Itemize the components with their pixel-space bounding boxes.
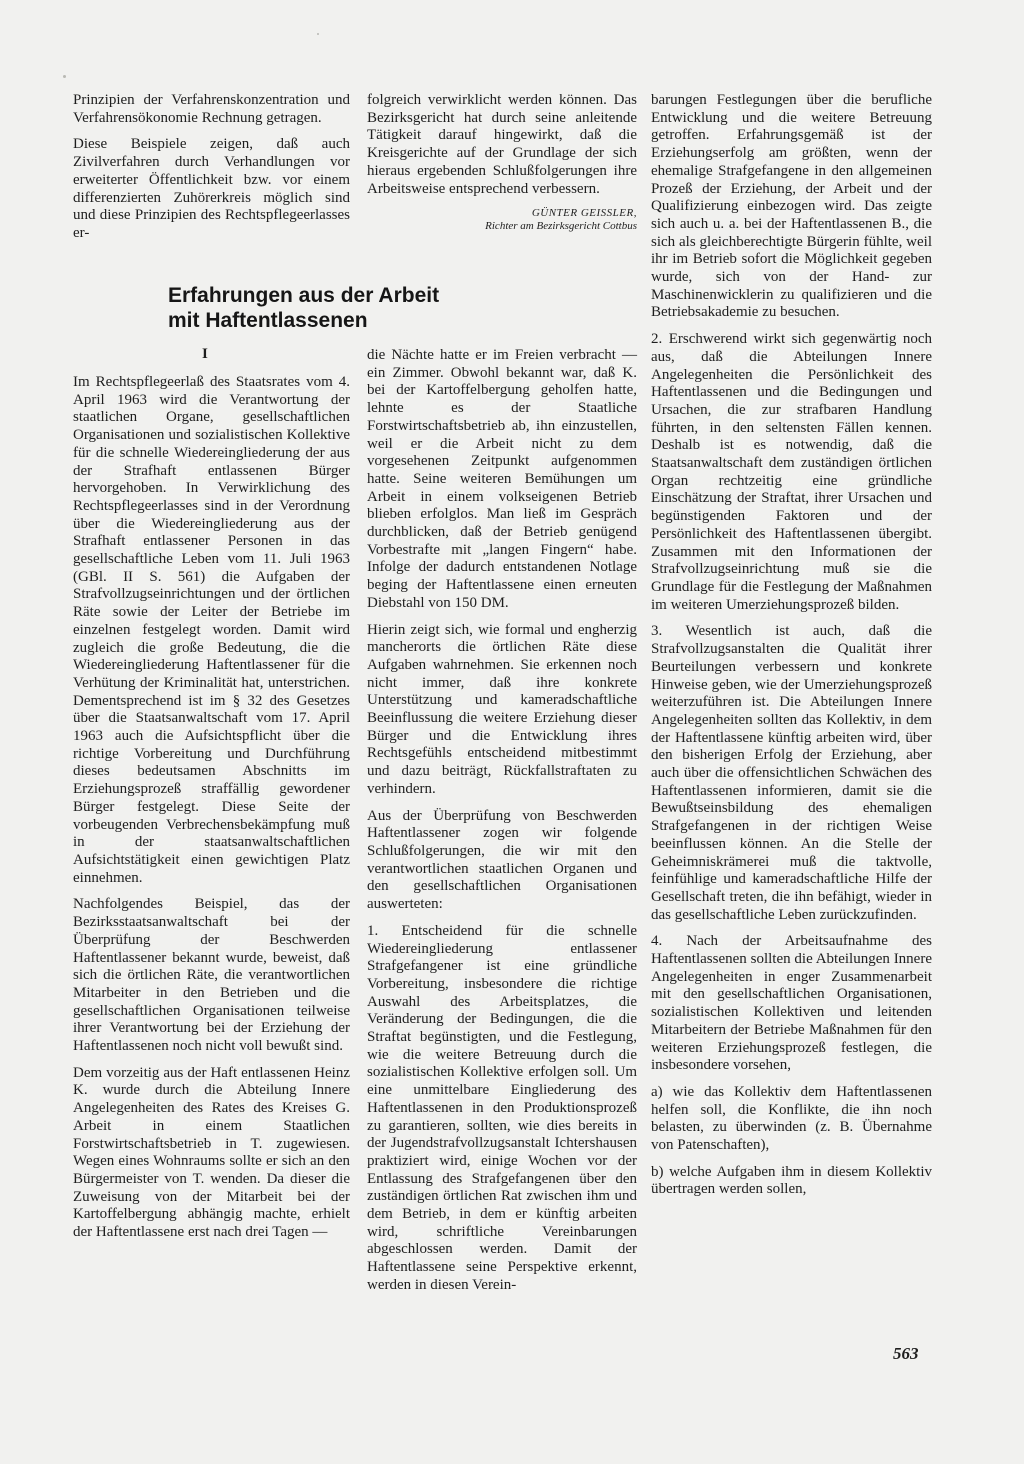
paragraph: b) welche Aufgaben ihm in diesem Kollektiv übertragen werden sollen, <box>651 1163 932 1198</box>
top-column-middle <box>367 92 637 233</box>
paragraph: Dem vorzeitig aus der Haft entlassenen Heinz K. wurde durch die Abteilung Innere Angelegenheiten des Rates des Kreises G. Arbeit in einem Staatlichen Forstwirtschaftsbetrieb in T. zugewiesen. Wegen eines Wohnraums sollte er sich an den Bürgermeister von T. wenden. Da dieser die Zuweisung von der Mitarbeit bei der Kartoffelbergung abhängig machte, erhielt der Haftentlassene erst nach drei Tagen — <box>73 1064 350 1241</box>
paragraph: a) wie das Kollektiv dem Haftentlassenen helfen soll, die Konflikte, die ihn noch belasten, zu überwinden (z. B. Übernahme von Patenschaften), <box>651 1083 932 1154</box>
paragraph: Diese Beispiele zeigen, daß auch Zivilverfahren durch Verhandlungen vor erweiterter Öffentlichkeit bzw. vor einem differenzierten Zuhörerkreis möglich sind und diese Prinzipien des Rechtspflegeerlasses er- <box>73 136 350 241</box>
author-title: Richter am Bezirksgericht Cottbus <box>485 220 637 233</box>
article-column-1 <box>73 374 350 1251</box>
scan-speck <box>317 33 319 35</box>
article-title-line-2: mit Haftentlassenen <box>168 309 368 332</box>
article-title <box>168 283 508 333</box>
author-signature <box>367 207 637 233</box>
paragraph: barungen Festlegungen über die berufliche Entwicklung und die weitere Betreuung getroffen. Erfahrungsgemäß ist der Erziehungserfolg am größten, wenn der ehemalige Strafgefangene in den allgemeinen Prozeß der Erziehung, der Arbeit und der Qualifizierung einbezogen wird. Das zeigte sich auch u. a. bei der Haftentlassenen B., die sich als gleichberechtigte Bürgerin fühlte, weil ihr im Betrieb sofort die Möglichkeit gegeben wurde, sich von der Hand- zur Maschinenwicklerin zu qualifizieren und die Betriebsakademie zu besuchen. <box>651 92 932 321</box>
top-column-left <box>73 92 350 252</box>
page-number: 563 <box>893 1344 919 1363</box>
paragraph: die Nächte hatte er im Freien verbracht — ein Zimmer. Obwohl bekannt war, daß K. bei der Kartoffelbergung geholfen hatte, lehnte es der Staatliche Forstwirtschaftsbetrieb ab, ihn einzustellen, weil er die Arbeit nicht zu dem vorgesehenen Zeitpunkt aufgenommen hatte. Seine weiteren Bemühungen um Arbeit in einem volkseigenen Betrieb blieben erfolglos. Man ließ im Gespräch durchblicken, daß der Betrieb genügend Vorbestrafte mit „langen Fingern“ habe. Infolge der dadurch entstandenen Notlage beging der Haftentlassene einen erneuten Diebstahl von 150 DM. <box>367 347 637 611</box>
paragraph: 1. Entscheidend für die schnelle Wiedereingliederung entlassener Strafgefangener ist eine gründliche Vorbereitung, insbesondere die richtige Auswahl des Arbeitsplatzes, die Veränderung der Bedingungen, die die Straftat begünstigten, und die Festlegung, wie die weitere Betreuung durch die sozialistischen Kollektive erfolgen soll. Um eine unmittelbare Eingliederung des Haftentlassenen in den Produktionsprozeß zu garantieren, sollten, wie dies bereits in der Jugendstrafvollzugsanstalt Ichtershausen praktiziert wird, einige Wochen vor der Entlassung des Strafgefangenen über den zuständigen örtlichen Rat zwischen ihm und dem Betrieb, in dem er künftig arbeiten wird, schriftliche Vereinbarungen abgeschlossen werden. Damit der Haftentlassene seine Perspektive erkennt, werden in diesen Verein- <box>367 922 637 1293</box>
article-column-2 <box>367 347 637 1304</box>
paragraph: Aus der Überprüfung von Beschwerden Haftentlassener zogen wir folgende Schlußfolgerungen, die wir mit den verantwortlichen staatlichen Organen und den gesellschaftlichen Organisationen auswerteten: <box>367 807 637 913</box>
paragraph: Hierin zeigt sich, wie formal und engherzig mancherorts die örtlichen Räte diese Aufgaben wahrnehmen. Sie erkennen noch nicht immer, daß ihre konkrete Unterstützung und kameradschaftliche Beeinflussung die weitere Erziehung dieser Bürger und die Entwicklung ihres Rechtsgefühls entscheidend mitbestimmt und dazu beiträgt, Rückfallstraftaten zu verhindern. <box>367 621 637 797</box>
section-numeral: I <box>202 346 208 362</box>
paragraph: folgreich verwirklicht werden können. Das Bezirksgericht hat durch seine anleitende Tätigkeit darauf hingewirkt, daß die Kreisgerichte auf der Grundlage der sich hieraus ergebenden Schlußfolgerungen ihre Arbeitsweise entsprechend verbessern. <box>367 92 637 197</box>
paragraph: Im Rechtspflegeerlaß des Staatsrates vom 4. April 1963 wird die Verantwortung der staatlichen Organe, gesellschaftlichen Organisationen und sozialistischen Kollektive für die schnelle Wiedereingliederung der aus der Strafhaft entlassenen Bürger hervorgehoben. In Verwirklichung des Rechtspflegeerlasses sind in der Verordnung über die Wiedereingliederung aus der Strafhaft entlassener Personen in das gesellschaftliche Leben vom 11. Juli 1963 (GBl. II S. 561) die Aufgaben der Strafvollzugseinrichtungen und der örtlichen Räte sowie der Leiter der Betriebe im einzelnen festgelegt worden. Damit wird zugleich die große Bedeutung, die die Wiedereingliederung Haftentlassener für die Verhütung der Kriminalität hat, unterstrichen. Dementsprechend ist im § 32 des Gesetzes über die Staatsanwaltschaft vom 17. April 1963 auch die Aufsichtspflicht über die richtige Vorbereitung und Durchführung dieses bedeutsamen Abschnitts im Erziehungsprozeß straffällig gewordener Bürger festgelegt. Diese Seite der vorbeugenden Verbrechensbekämpfung muß in der staatsanwaltschaftlichen Aufsichtstätigkeit einen gewichtigen Platz einnehmen. <box>73 374 350 886</box>
paragraph: Nachfolgendes Beispiel, das der Bezirksstaatsanwaltschaft bei der Überprüfung der Beschwerden Haftentlassener bekannt wurde, beweist, daß sich die örtlichen Räte, die verantwortlichen Mitarbeiter in den Betrieben und die gesellschaftlichen Organisationen teilweise ihrer Verantwortung bei der Erziehung der Haftentlassenen noch nicht voll bewußt sind. <box>73 896 350 1055</box>
paragraph: Prinzipien der Verfahrenskonzentration und Verfahrensökonomie Rechnung getragen. <box>73 92 350 126</box>
author-name: GÜNTER GEISSLER, <box>531 207 637 220</box>
article-column-3 <box>651 92 932 1208</box>
paragraph: 3. Wesentlich ist auch, daß die Strafvollzugsanstalten die Qualität ihrer Beurteilungen verbessern und konkrete Hinweise geben, wie der Umerziehungsprozeß weiterzuführen ist. Die Abteilungen Innere Angelegenheiten sollten das Kollektiv, in dem der Haftentlassene künftig arbeiten wird, über den bisherigen Erfolg der Erziehung, aber auch über die offensichtlichen Schwächen des Haftentlassenen informieren, damit sie die Bewußtseinsbildung des ehemaligen Strafgefangenen in der richtigen Weise beeinflussen können. An die Stelle der Geheimniskrämerei muß die taktvolle, feinfühlige und kameradschaftliche Hilfe der Gesellschaft treten, die ihn befähigt, wieder in das gesellschaftliche Leben zurückzufinden. <box>651 623 932 923</box>
paragraph: 4. Nach der Arbeitsaufnahme des Haftentlassenen sollten die Abteilungen Innere Angelegenheiten in enger Zusammenarbeit mit den gesellschaftlichen Organisationen, sozialistischen Kollektiven und leitenden Mitarbeitern der Betriebe Maßnahmen für den weiteren Erziehungsprozeß festlegen, die insbesondere vorsehen, <box>651 933 932 1074</box>
paragraph: 2. Erschwerend wirkt sich gegenwärtig noch aus, daß die Abteilungen Innere Angelegenheiten die Persönlichkeit des Haftentlassenen und die Bedingungen und Ursachen, die zur strafbaren Handlung führten, in den seltensten Fällen kennen. Deshalb ist es notwendig, daß die Staatsanwaltschaft dem zuständigen örtlichen Organ rechtzeitig eine gründliche Einschätzung der Straftat, ihrer Ursachen und begünstigenden Faktoren und der Persönlichkeit des Haftentlassenen übergibt. Zusammen mit den Informationen der Strafvollzugseinrichtung muß sie die Grundlage für die Festlegung der Maßnahmen im weiteren Umerziehungsprozeß bilden. <box>651 331 932 613</box>
article-title-line-1: Erfahrungen aus der Arbeit <box>168 284 440 307</box>
scan-speck <box>63 75 66 78</box>
